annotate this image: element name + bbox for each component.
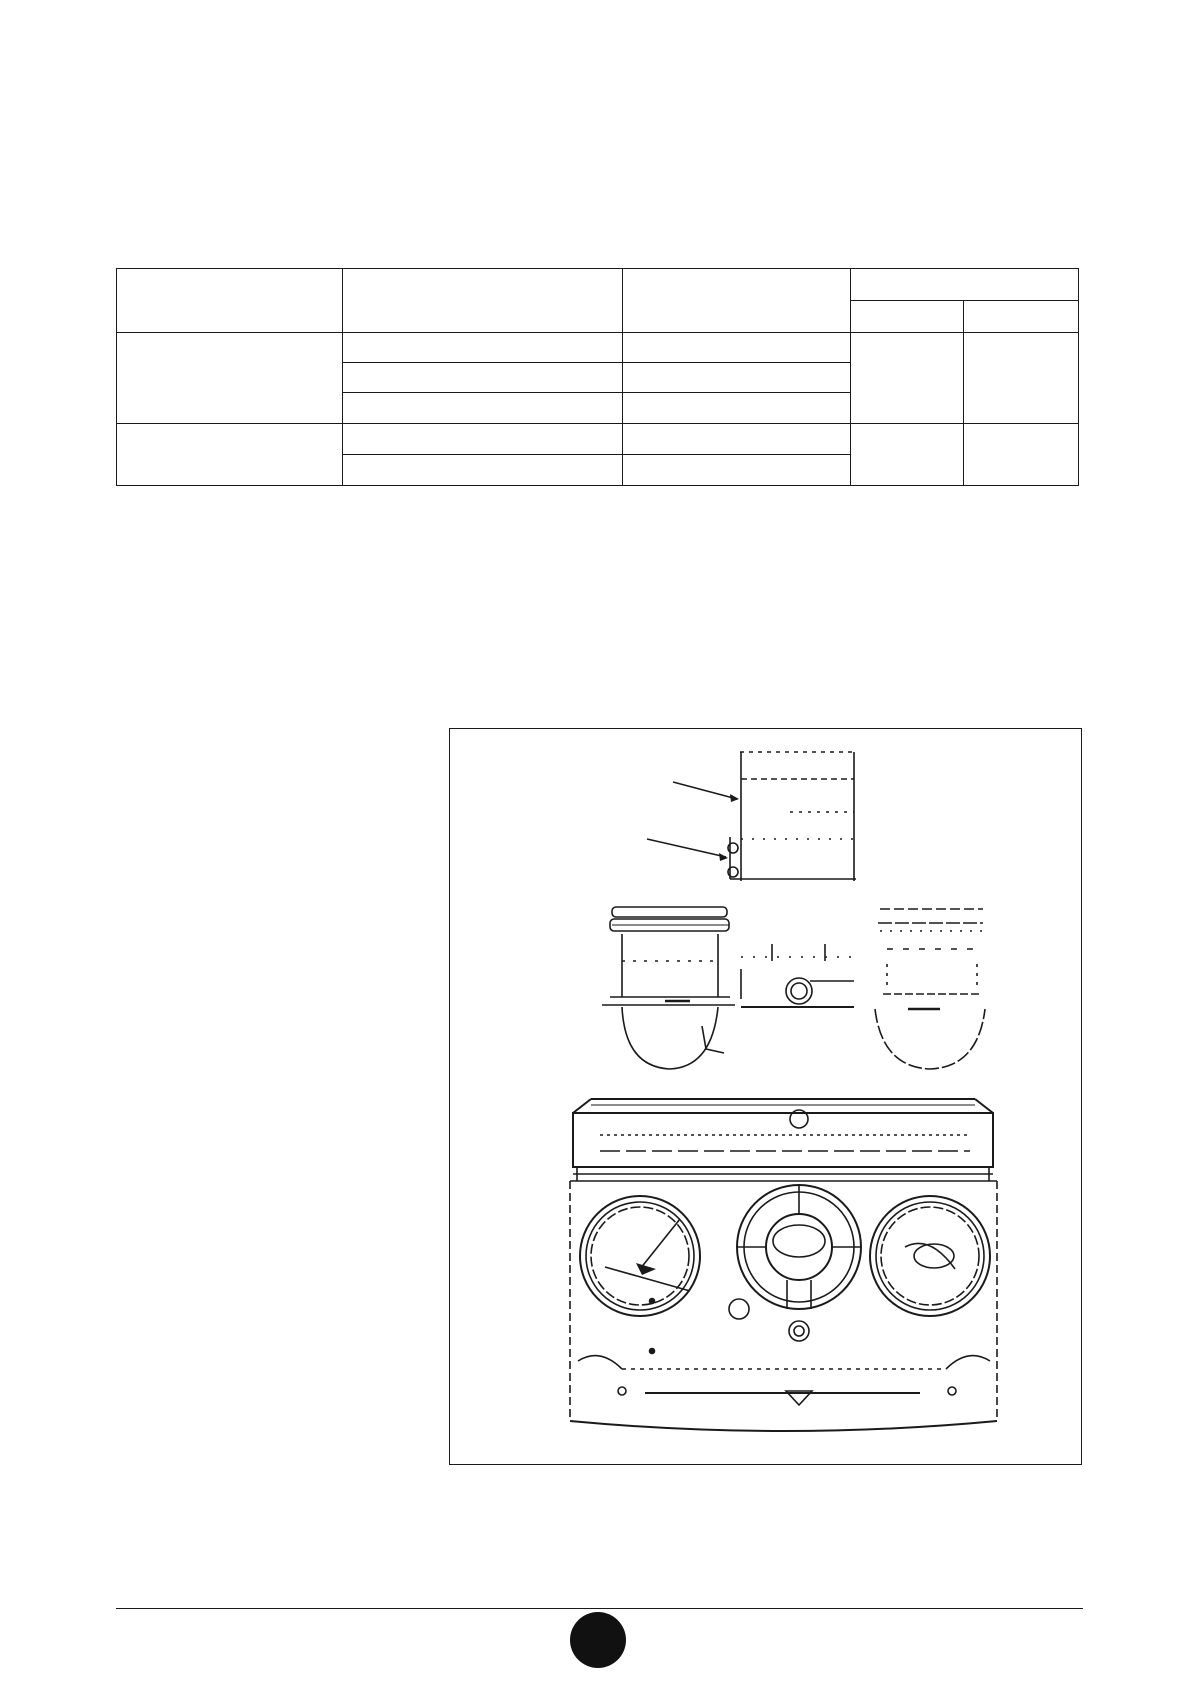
- spec-table: [116, 268, 1079, 486]
- footer-rule: [116, 1608, 1083, 1609]
- table-row: [117, 333, 1079, 363]
- table-cell: [623, 455, 851, 486]
- page-number-badge: [570, 1612, 626, 1668]
- technical-drawing: [450, 729, 1083, 1466]
- left-elbow-drawing: [602, 907, 735, 1069]
- right-port-drawing: [870, 1196, 990, 1316]
- table-cell: [623, 393, 851, 424]
- table-cell: [343, 363, 623, 393]
- figure-box: [449, 728, 1082, 1465]
- table-cell: [343, 424, 623, 455]
- table-cell: [851, 333, 964, 424]
- cover-plate-drawing: [728, 752, 856, 881]
- header-col1: [117, 269, 343, 333]
- table-cell: [623, 424, 851, 455]
- header-group: [851, 269, 1079, 301]
- table-cell: [343, 455, 623, 486]
- center-body-drawing: [741, 944, 854, 1007]
- table-cell: [964, 333, 1079, 424]
- table-cell: [343, 333, 623, 363]
- header-col2: [343, 269, 623, 333]
- housing-top-drawing: [573, 1099, 993, 1181]
- table-cell: [623, 333, 851, 363]
- header-sub2: [964, 301, 1079, 333]
- group-label: [117, 424, 343, 486]
- group-label: [117, 333, 343, 424]
- header-sub1: [851, 301, 964, 333]
- right-elbow-drawing: [875, 909, 985, 1069]
- table-cell: [343, 393, 623, 424]
- table-cell: [964, 424, 1079, 486]
- table-cell: [623, 363, 851, 393]
- left-port-drawing: [580, 1196, 700, 1316]
- table-cell: [851, 424, 964, 486]
- table-row: [117, 424, 1079, 455]
- center-port-drawing: [737, 1185, 861, 1309]
- header-col3: [623, 269, 851, 333]
